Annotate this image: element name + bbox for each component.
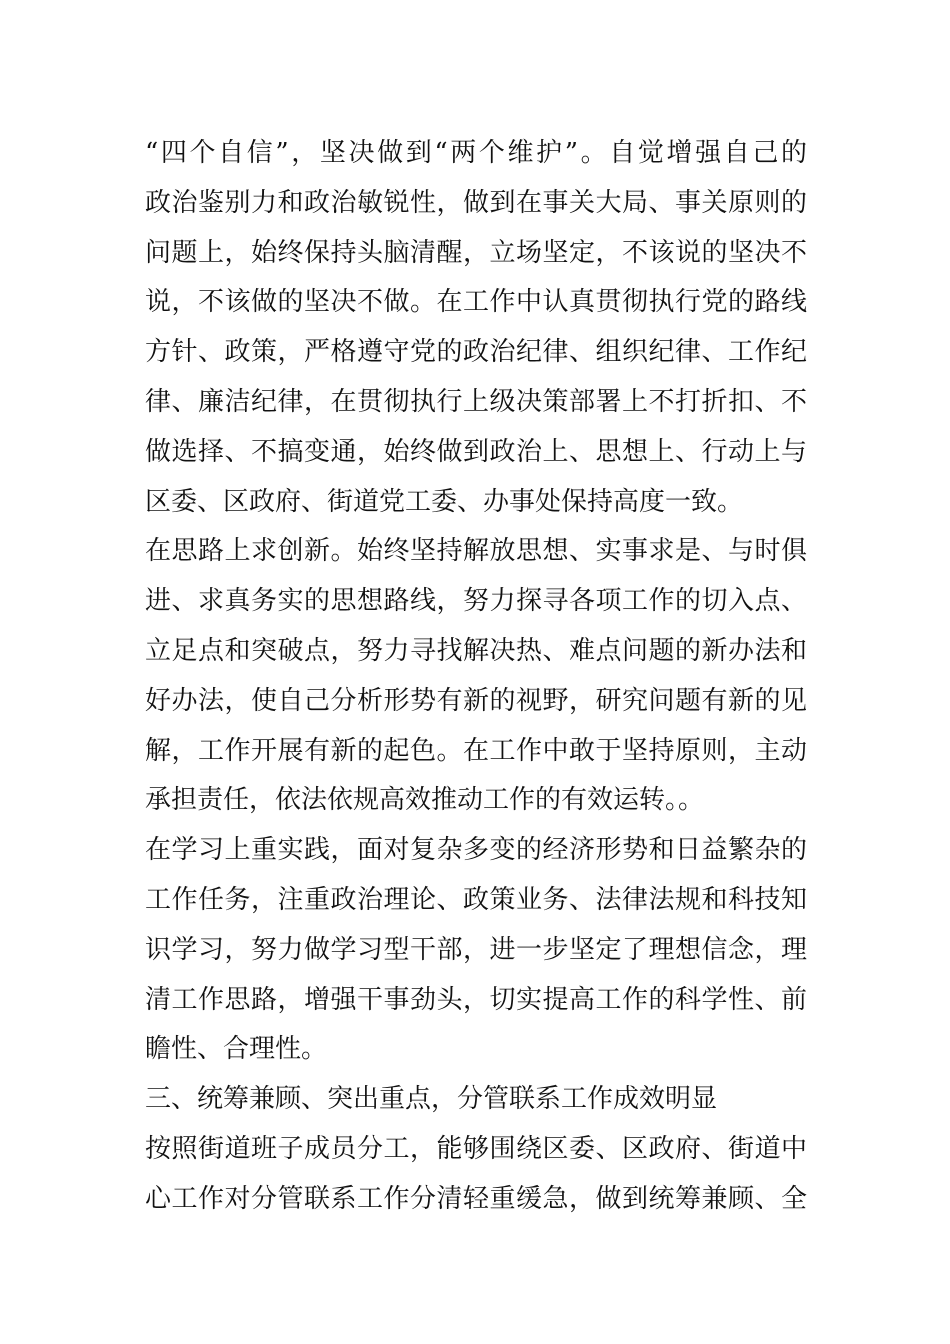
text-line: 好办法，使自己分析形势有新的视野，研究问题有新的见	[145, 685, 807, 716]
text-line: “四个自信”，坚决做到“两个维护”。自觉增强自己的	[145, 138, 807, 168]
text-line: 方针、政策，严格遵守党的政治纪律、组织纪律、工作纪	[145, 337, 807, 368]
text-line: 在思路上求创新。始终坚持解放思想、实事求是、与时俱	[145, 536, 807, 567]
text-line: 做选择、不搞变通，始终做到政治上、思想上、行动上与	[145, 436, 807, 467]
text-line: 瞻性、合理性。	[145, 1034, 328, 1065]
text-line: 政治鉴别力和政治敏锐性，做到在事关大局、事关原则的	[145, 187, 807, 218]
text-line: 解，工作开展有新的起色。在工作中敢于坚持原则，主动	[145, 735, 807, 766]
text-line: 问题上，始终保持头脑清醒，立场坚定，不该说的坚决不	[145, 237, 807, 268]
text-line: 律、廉洁纪律，在贯彻执行上级决策部署上不打折扣、不	[145, 386, 807, 417]
text-line: 清工作思路，增强干事劲头，切实提高工作的科学性、前	[145, 984, 807, 1015]
text-line: 工作任务，注重政治理论、政策业务、法律法规和科技知	[145, 884, 807, 915]
text-line: 进、求真务实的思想路线，努力探寻各项工作的切入点、	[145, 586, 807, 617]
document-body	[145, 129, 807, 1225]
text-line: 区委、区政府、街道党工委、办事处保持高度一致。	[145, 486, 744, 517]
text-line: 说，不该做的坚决不做。在工作中认真贯彻执行党的路线	[145, 287, 807, 318]
text-line: 承担责任，依法依规高效推动工作的有效运转。。	[145, 785, 705, 816]
text-line: 在学习上重实践，面对复杂多变的经济形势和日益繁杂的	[145, 835, 807, 866]
text-line: 识学习，努力做学习型干部，进一步坚定了理想信念，理	[145, 934, 807, 965]
text-line: 心工作对分管联系工作分清轻重缓急，做到统筹兼顾、全	[145, 1183, 807, 1214]
text-line: 按照街道班子成员分工，能够围绕区委、区政府、街道中	[145, 1133, 807, 1164]
text-line: 三、统筹兼顾、突出重点，分管联系工作成效明显	[145, 1084, 718, 1115]
text-line: 立足点和突破点，努力寻找解决热、难点问题的新办法和	[145, 635, 807, 666]
